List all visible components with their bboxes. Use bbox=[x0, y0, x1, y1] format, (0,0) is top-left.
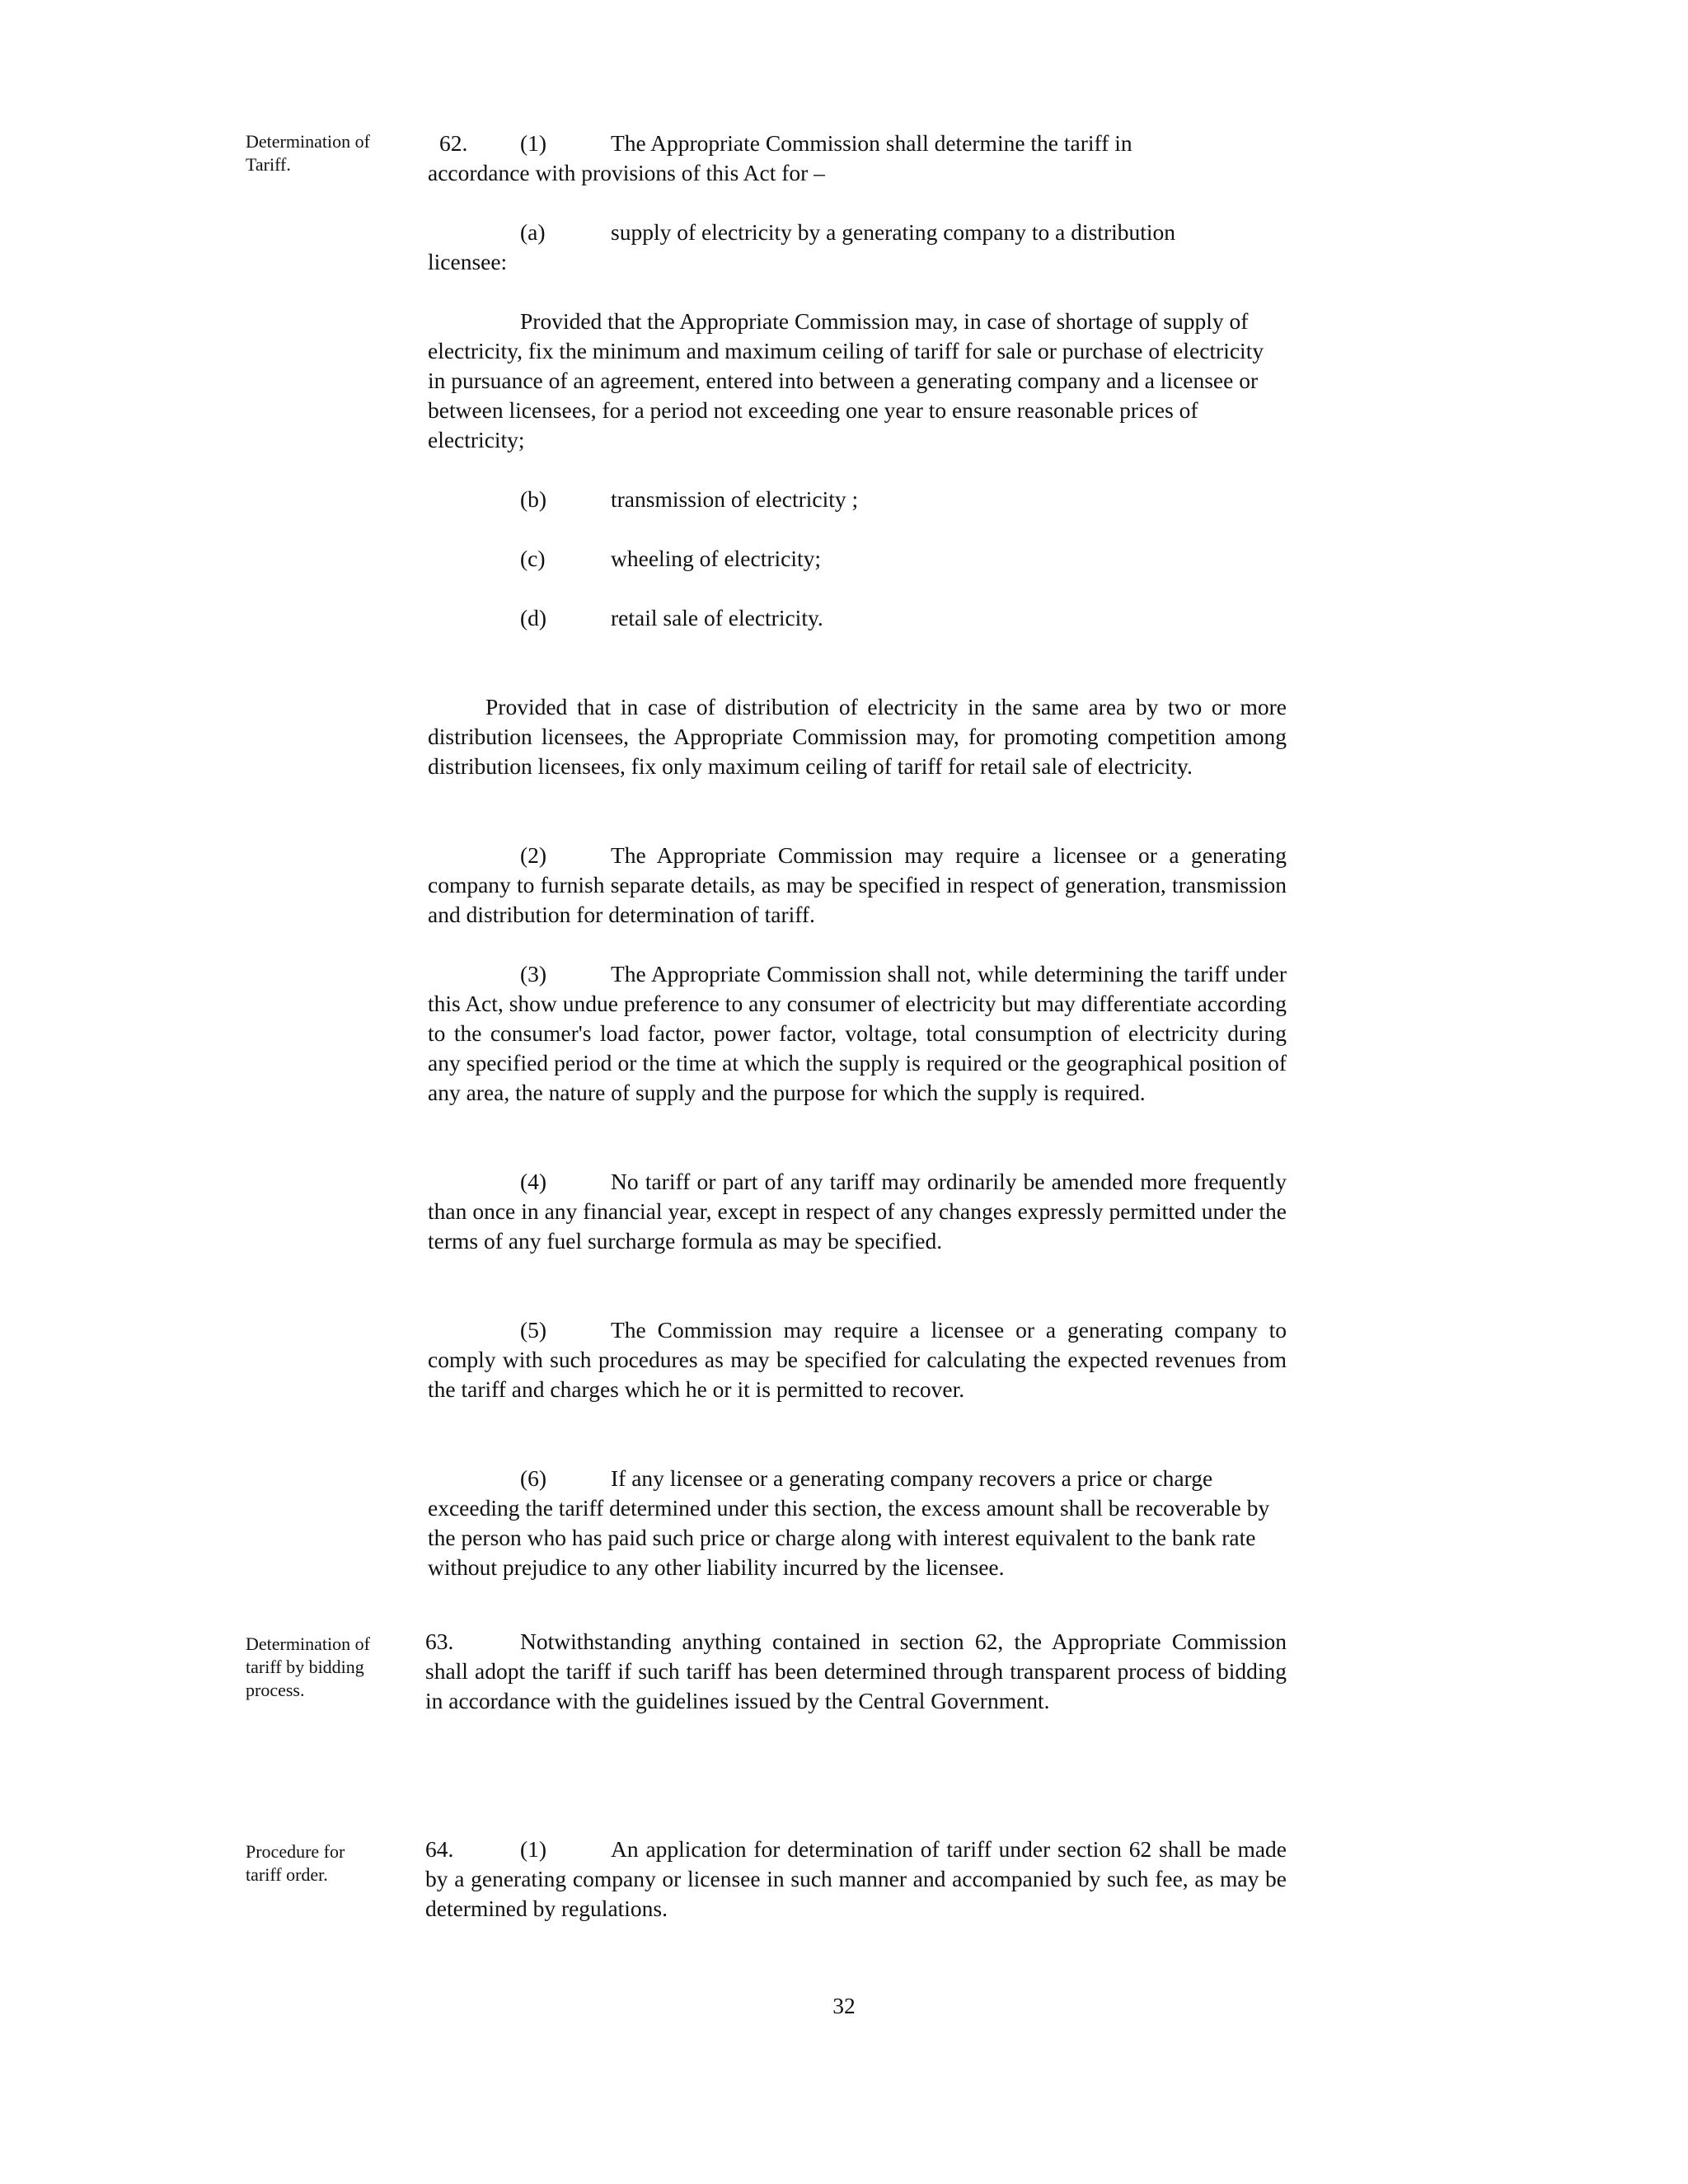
clause-a bbox=[428, 218, 1287, 277]
subsection-text-continued: accordance with provisions of this Act for – bbox=[428, 160, 825, 185]
subsection-text: The Commission may require a licensee or a generating company to comply with such procedures as may be specified for calculating the expected revenues from the tariff and charges which he or it is permitted to recover. bbox=[428, 1317, 1287, 1402]
section-62-subsection-3 bbox=[428, 959, 1287, 1108]
subsection-paragraph bbox=[428, 841, 1287, 930]
subsection-label: (4) bbox=[520, 1169, 547, 1194]
margin-note-line: Procedure for bbox=[246, 1841, 345, 1862]
subsection-label: (6) bbox=[520, 1465, 547, 1491]
subsection-text: The Appropriate Commission shall not, while determining the tariff under this Act, show undue preference to any consumer of electricity but may differentiate according to the consumer's load factor, power factor, voltage, total consumption of electricity during any specified period or the time at which the supply is required or the geographical position of any area, the nature of supply and the purpose for which the supply is required. bbox=[428, 961, 1287, 1105]
subsection-text: An application for determination of tariff under section 62 shall be made by a generating company or licensee in such manner and accompanied by such fee, as may be determined by regulations. bbox=[425, 1836, 1287, 1921]
section-62-subsection-4 bbox=[428, 1167, 1287, 1256]
section-63 bbox=[425, 1627, 1287, 1716]
page-number: 32 bbox=[832, 1993, 856, 2018]
clause-label: (b) bbox=[520, 486, 547, 512]
clause-label: (c) bbox=[520, 546, 546, 571]
clause-text: wheeling of electricity; bbox=[611, 546, 822, 571]
margin-note-line: tariff by bidding bbox=[246, 1657, 364, 1677]
margin-note-section-64 bbox=[246, 1840, 402, 1886]
proviso-2 bbox=[428, 692, 1287, 781]
clause-text: retail sale of electricity. bbox=[611, 605, 823, 630]
section-number: 62. bbox=[439, 130, 468, 156]
subsection-label: (2) bbox=[520, 842, 547, 868]
section-62-subsection-2 bbox=[428, 841, 1287, 930]
clause-label: (d) bbox=[520, 605, 547, 630]
subsection-text: No tariff or part of any tariff may ordinarily be amended more frequently than once in any financial year, except in respect of any changes expressly permitted under the terms of any fuel surcharge formula as may be specified. bbox=[428, 1169, 1287, 1254]
subsection-paragraph bbox=[428, 1167, 1287, 1256]
subsection-paragraph bbox=[428, 1464, 1277, 1582]
subsection-label: (1) bbox=[520, 130, 547, 156]
margin-note-section-62 bbox=[246, 130, 402, 176]
section-paragraph bbox=[425, 1835, 1287, 1924]
subsection-label: (1) bbox=[520, 1836, 547, 1862]
margin-note-line: process. bbox=[246, 1680, 305, 1700]
proviso-text: Provided that the Appropriate Commission may, in case of shortage of supply of electricity, fix the minimum and maximum ceiling of tariff for sale or purchase of electricity in pursuance of an agreement, entered into between a generating company and a licensee or between licensees, for a period not exceeding one year to ensure reasonable prices of electricity; bbox=[428, 308, 1264, 452]
subsection-label: (5) bbox=[520, 1317, 547, 1343]
clause-text: transmission of electricity ; bbox=[611, 486, 859, 512]
margin-note-section-63 bbox=[246, 1633, 402, 1702]
section-number: 64. bbox=[425, 1836, 454, 1862]
subsection-text: The Appropriate Commission shall determine the tariff in bbox=[611, 130, 1132, 156]
margin-note-line: Determination of bbox=[246, 1633, 370, 1654]
section-62-subsection-1 bbox=[428, 129, 1287, 188]
clause-text-continued: licensee: bbox=[428, 249, 508, 274]
section-number: 63. bbox=[425, 1629, 454, 1654]
section-64 bbox=[425, 1835, 1287, 1924]
margin-note-line: tariff order. bbox=[246, 1864, 328, 1885]
section-text: Notwithstanding anything contained in section 62, the Appropriate Commission shall adopt the tariff if such tariff has been determined through transparent process of bidding in accordance with the guidelines issued by the Central Government. bbox=[425, 1629, 1287, 1713]
proviso-1 bbox=[428, 307, 1277, 455]
margin-note-line: Tariff. bbox=[246, 154, 291, 175]
proviso-text: Provided that in case of distribution of electricity in the same area by two or more distribution licensees, the Appropriate Commission may, for promoting competition among distribution licensees, fix only maximum ceiling of tariff for retail sale of electricity. bbox=[428, 694, 1287, 779]
section-62-subsection-6 bbox=[428, 1464, 1277, 1582]
subsection-label: (3) bbox=[520, 961, 547, 987]
subsection-paragraph bbox=[428, 959, 1287, 1108]
margin-note-line: Determination of bbox=[246, 131, 370, 152]
section-paragraph bbox=[425, 1627, 1287, 1716]
subsection-paragraph bbox=[428, 1315, 1287, 1404]
clause-text: supply of electricity by a generating company to a distribution bbox=[611, 219, 1176, 245]
clause-label: (a) bbox=[520, 219, 546, 245]
section-62-subsection-5 bbox=[428, 1315, 1287, 1404]
subsection-text: If any licensee or a generating company recovers a price or charge exceeding the tariff determined under this section, the excess amount shall be recoverable by the person who has paid such price or charge along with interest equivalent to the bank rate without prejudice to any other liability incurred by the licensee. bbox=[428, 1465, 1270, 1580]
subsection-text: The Appropriate Commission may require a licensee or a generating company to furnish separate details, as may be specified in respect of generation, transmission and distribution for determination of tariff. bbox=[428, 842, 1287, 927]
